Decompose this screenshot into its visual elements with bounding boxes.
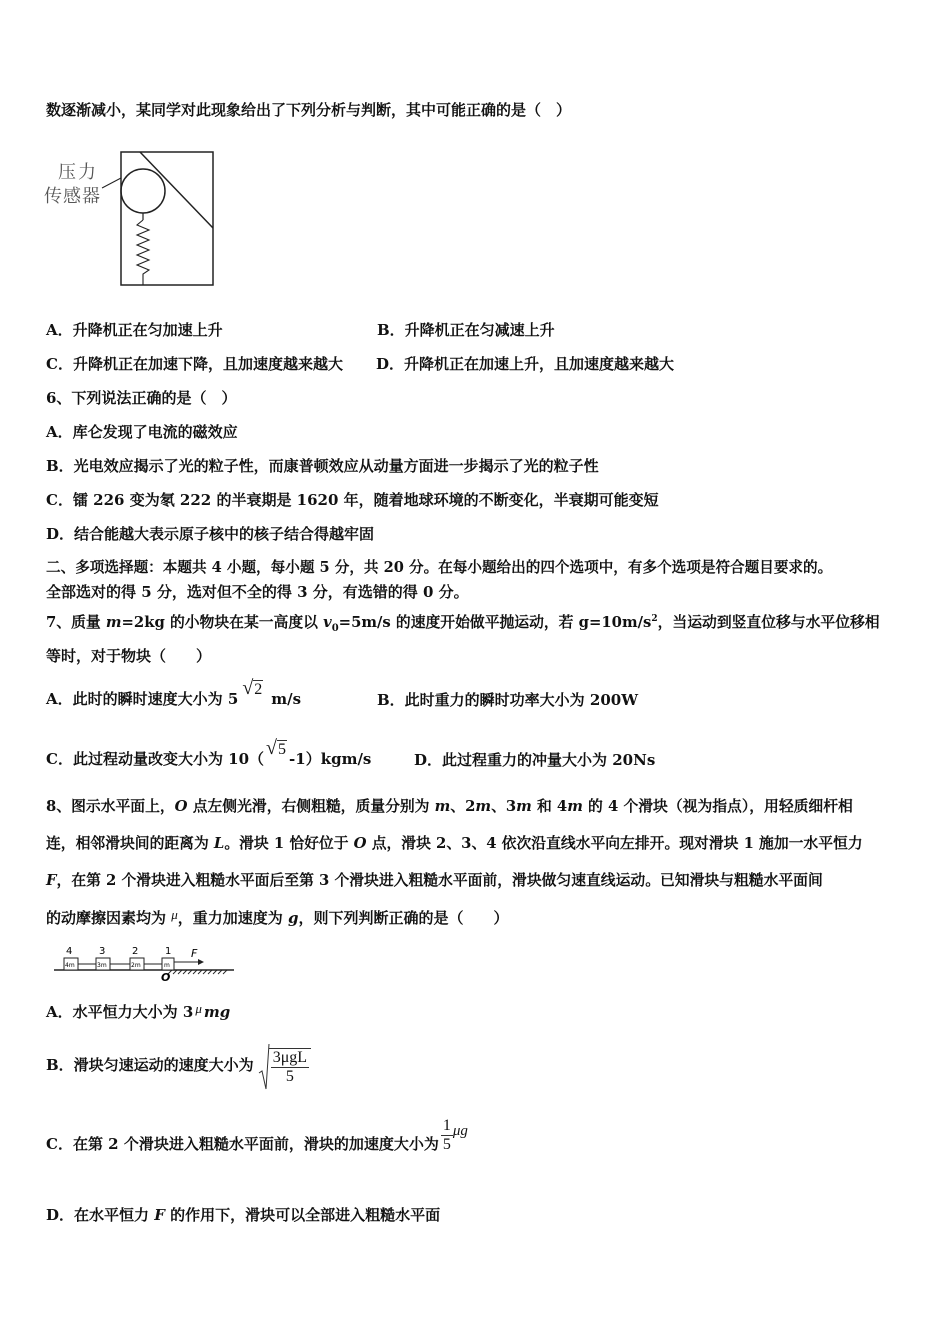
q8-stem-line3: F，在第 2 个滑块进入粗糙水平面后至第 3 个滑块进入粗糙水平面前，滑块做匀速直线运动。已知滑块与粗糙水平面间 (46, 872, 823, 889)
sqrt-fraction-expression: $\frac{\text{3μgL}}{5}$ (258, 1041, 311, 1091)
q5-option-d: D．升降机正在加速上升，且加速度越来越大 (376, 355, 675, 373)
slider-block-label-3: 3m (97, 962, 107, 969)
slider-block-label-1: m (164, 962, 170, 969)
force-label-f: F (191, 947, 198, 960)
sqrt5-expression: √5 (266, 737, 287, 759)
slider-label-3: 3 (99, 946, 106, 957)
q6-option-b: B．光电效应揭示了光的粒子性，而康普顿效应从动量方面进一步揭示了光的粒子性 (46, 457, 599, 475)
pressure-sensor-figure (40, 148, 220, 290)
q7-stem-line2: 等时，对于物块（ ） (46, 647, 212, 665)
q7-option-c: C．此过程动量改变大小为 10（ √5-1）kgm/s (46, 744, 371, 774)
sliders-figure (48, 942, 248, 982)
section2-header-line1: 二、多项选择题：本题共 4 小题，每小题 5 分，共 20 分。在每小题给出的四个选项中，有多个选项是符合题目要求的。 (46, 559, 833, 576)
figure-label-line2: 传感器 (44, 186, 101, 207)
q8-stem-line4: 的动摩擦因素均为 μ，重力加速度为 g，则下列判断正确的是（ ） (46, 907, 509, 927)
q6-option-d: D．结合能越大表示原子核中的核子结合得越牢固 (46, 525, 375, 543)
sqrt2-expression: √2 (242, 677, 263, 699)
q5-option-b: B．升降机正在匀减速上升 (377, 321, 555, 339)
slider-block-label-4: 4m (65, 962, 75, 969)
section2-header-line2: 全部选对的得 5 分，选对但不全的得 3 分，有选错的得 0 分。 (46, 583, 469, 601)
pressure-sensor-drawing (40, 148, 220, 290)
q7-option-a: A．此时的瞬时速度大小为 5 √2m/s (46, 684, 301, 714)
q7-option-b: B．此时重力的瞬时功率大小为 200W (377, 691, 639, 709)
q8-option-c: C．在第 2 个滑块进入粗糙水平面前，滑块的加速度大小为 $\frac{1}{5}$ μg (46, 1116, 468, 1153)
q8-stem-line1: 8、图示水平面上，O 点左侧光滑，右侧粗糙，质量分别为 m、2m、3m 和 4m 的 4 个滑块（视为指点），用轻质细杆相 (46, 798, 853, 815)
q6-stem: 6、下列说法正确的是（ ） (46, 389, 237, 407)
origin-label-o: O (161, 971, 171, 982)
q8-stem-line2: 连，相邻滑块间的距离为 L。滑块 1 恰好位于 O 点，滑块 2、3、4 依次沿直线水平向左排开。现对滑块 1 施加一水平恒力 (46, 835, 863, 852)
q7-option-d: D．此过程重力的冲量大小为 20Ns (414, 751, 656, 769)
q7-stem-line1: 7、质量 m=2kg 的小物块在某一高度以 $v_0=5m/s$ 的速度开始做平抛运动，若 $g=10m/s^2$，当运动到竖直位移与水平位移相 (46, 613, 880, 634)
q6-option-a: A．库仑发现了电流的磁效应 (46, 423, 238, 441)
q6-option-c: C．镭 226 变为氡 222 的半衰期是 1620 年，随着地球环境的不断变化，半衰期可能变短 (46, 491, 659, 509)
slider-label-1: 1 (165, 946, 172, 957)
q5-stem-tail: 数逐渐减小，某同学对此现象给出了下列分析与判断，其中可能正确的是（ ） (46, 101, 572, 119)
q8-option-d: D．在水平恒力 F 的作用下，滑块可以全部进入粗糙水平面 (46, 1206, 441, 1224)
slider-label-2: 2 (132, 946, 139, 957)
q5-option-a: A．升降机正在匀加速上升 (46, 321, 223, 339)
slider-label-4: 4 (66, 946, 73, 957)
slider-block-label-2: 2m (131, 962, 141, 969)
q8-option-b: B．滑块匀速运动的速度大小为 $\frac{\text{3μgL}}{5}$ (46, 1040, 311, 1091)
figure-label-line1: 压力 (58, 162, 98, 183)
q8-option-a: A．水平恒力大小为 3 μ mg (46, 1001, 231, 1021)
q5-option-c: C．升降机正在加速下降，且加速度越来越大 (46, 355, 343, 373)
